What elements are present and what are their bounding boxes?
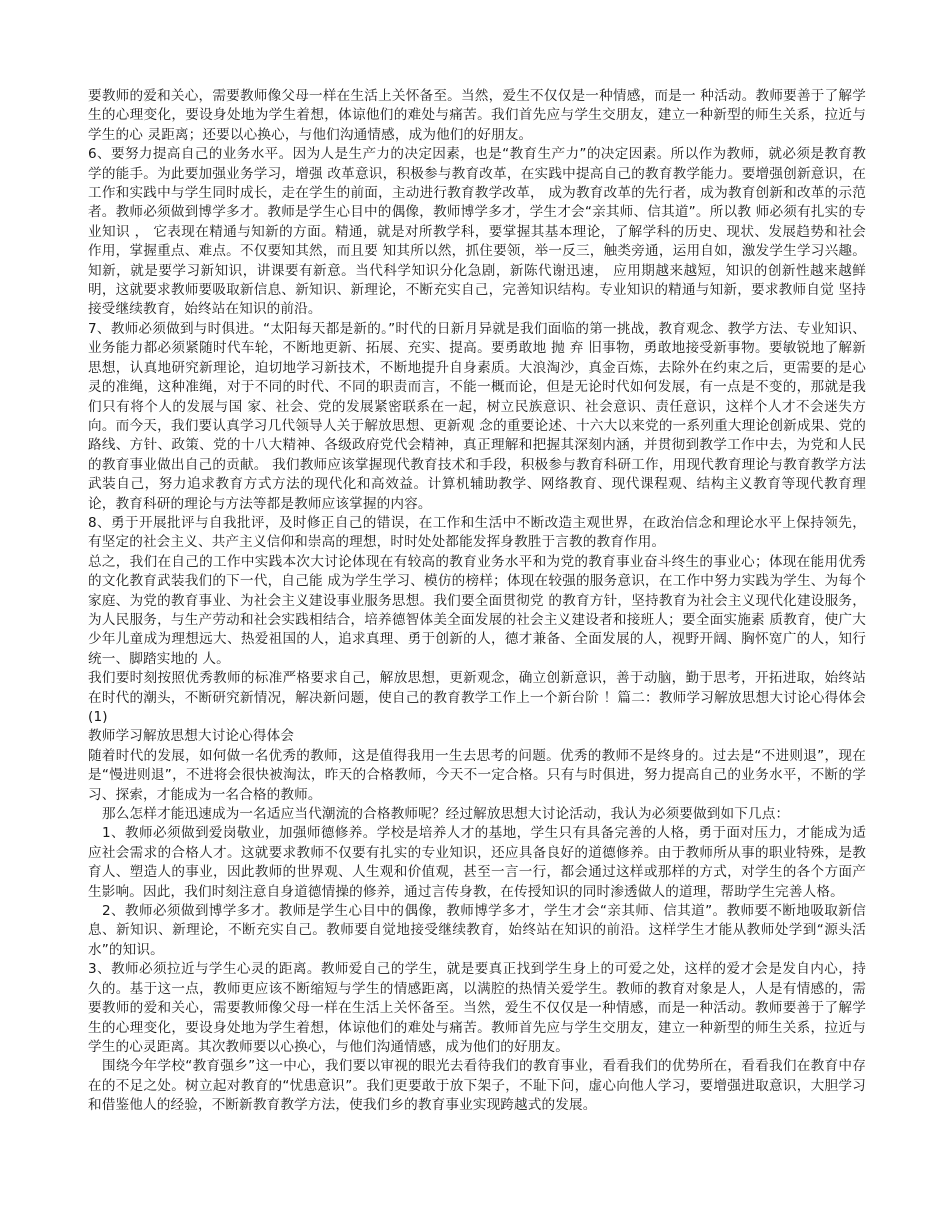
paragraph-item-3: 3、教师必须拉近与学生心灵的距离。教师爱自己的学生，就是要真正找到学生身上的可爱之处，这样的爱才会是发自内心，持久的。基于这一点，教师更应该不断缩短与学生的情感距离，以满腔的热情关爱学生。教师的教育对象是人，人是有情感的，需要教师的爱和关心，需要教师像父母一样在生活上关怀备至。当然，爱生不仅仅是一种情感，而是一种活动。教师要善于了解学生的心理变化，要设身处地为学生着想，体谅他们的难处与痛苦。教师首先应与学生交朋友，建立一种新型的师生关系，拉近与学生的心灵距离。其次教师要以心换心，与他们沟通情感，成为他们的好朋友。	[88, 961, 866, 1055]
document-body	[88, 87, 866, 1116]
paragraph-summary: 总之，我们在自己的工作中实践本次大讨论体现在有较高的教育业务水平和为党的教育事业奋斗终生的事业心；体现在能用优秀的文化教育武装我们的下一代，自己能 成为学生学习、模仿的榜样；体现在较强的服务意识，在工作中努力实践为学生、为每个家庭、为党的教育事业、为社会主义建设事业服务思想。我们要全面贯彻党 的教育方针，坚持教育为社会主义现代化建设服务，为人民服务，与生产劳动和社会实践相结合，培养德智体美全面发展的社会主义建设者和接班人；要全面实施素 质教育，使广大少年儿童成为理想远大、热爱祖国的人，追求真理、勇于创新的人，德才兼备、全面发展的人，视野开阔、胸怀宽广的人，知行统一、脚踏实地的 人。	[88, 553, 866, 667]
paragraph-point-8: 8、勇于开展批评与自我批评，及时修正自己的错误，在工作和生活中不断改造主观世界，在政治信念和理论水平上保持领先，有坚定的社会主义、共产主义信仰和崇高的理想，时时处处都能发挥身教胜于言教的教育作用。	[88, 514, 866, 551]
paragraph-conclusion: 我们要时刻按照优秀教师的标准严格要求自己，解放思想，更新观念，确立创新意识，善于动脑，勤于思考，开拓进取，始终站在时代的潮头，不断研究新情况，解决新问题，使自己的教育教学工作上一个新台阶 ！篇二：教师学习解放思想大讨论心得体会(1)	[88, 670, 866, 725]
paragraph-point-6: 6、要努力提高自己的业务水平。因为人是生产力的决定因素，也是“教育生产力”的决定因素。所以作为教师，就必须是教育教学的能手。为此要加强业务学习，增强 改革意识，积极参与教育改革，在实践中提高自己的教育教学能力。要增强创新意识，在工作和实践中与学生同时成长，走在学生的前面，主动进行教育教学改革， 成为教育改革的先行者，成为教育创新和改革的示范者。教师必须做到博学多才。教师是学生心目中的偶像，教师博学多才，学生才会“亲其师、信其道”。所以教 师必须有扎实的专业知识 ， 它表现在精通与知新的方面。精通，就是对所教学科，要掌握其基本理论，了解学科的历史、现状、发展趋势和社会作用，掌握重点、难点。不仅要知其然，而且要 知其所以然，抓住要领，举一反三，触类旁通，运用自如，激发学生学习兴趣。知新，就是要学习新知识，讲课要有新意。当代科学知识分化急剧，新陈代谢迅速， 应用期越来越短，知识的创新性越来越鲜明，这就要求教师要吸取新信息、新知识、新理论，不断充实自己，完善知识结构。专业知识的精通与知新，要求教师自觉 坚持接受继续教育，始终站在知识的前沿。	[88, 146, 866, 318]
paragraph-item-1: 1、教师必须做到爱岗敬业，加强师德修养。学校是培养人才的基地，学生只有具备完善的人格，勇于面对压力，才能成为适应社会需求的合格人才。这就要求教师不仅要有扎实的专业知识，还应具备良好的道德修养。由于教师所从事的职业特殊，是教育人、塑造人的事业，因此教师的世界观、人生观和价值观，甚至一言一行，都会通过这样或那样的方式，对学生的各个方面产生影响。因此，我们时刻注意自身道德情操的修养，通过言传身教，在传授知识的同时渗透做人的道理，帮助学生完善人格。	[88, 825, 866, 900]
paragraph-love-students-cont: 要教师的爱和关心，需要教师像父母一样在生活上关怀备至。当然，爱生不仅仅是一种情感，而是一 种活动。教师要善于了解学生的心理变化，要设身处地为学生着想，体谅他们的难处与痛苦。我们首先应与学生交朋友，建立一种新型的师生关系，拉近与学生的心 灵距离；还要以心换心，与他们沟通情感，成为他们的好朋友。	[88, 88, 866, 143]
paragraph-closing: 围绕今年学校“教育强乡”这一中心，我们要以审视的眼光去看待我们的教育事业，看看我们的优势所在，看看我们在教育中存在的不足之处。树立起对教育的“忧患意识”。我们更要敢于放下架子，不耻下问，虚心向他人学习，要增强进取意识，大胆学习和借鉴他人的经验，不断新教育教学方法，使我们乡的教育事业实现跨越式的发展。	[88, 1058, 866, 1114]
paragraph-point-7: 7、教师必须做到与时俱进。“太阳每天都是新的。”时代的日新月异就是我们面临的第一挑战，教育观念、教学方法、专业知识、业务能力都必须紧随时代车轮，不断地更新、拓展、充实、提高。要勇敢地 抛 弃 旧事物，勇敢地接受新事物。要敏锐地了解新思想，认真地研究新理论，迫切地学习新技术，不断地提升自身素质。大浪淘沙，真金百炼，去除外在约束之后，更需要的是心灵的准绳，这种准绳，对于不同的时代、不同的职责而言，不能一概而论，但是无论时代如何发展，有一点是不变的，那就是我们只有将个人的发展与国 家、社会、党的发展紧密联系在一起，树立民族意识、社会意识、责任意识，这样个人才不会迷失方向。而今天，我们要认真学习几代领导人关于解放思想、更新观 念的重要论述、十六大以来党的一系列重大理论创新成果、党的路线、方针、政策、党的十八大精神、各级政府党代会精神，真正理解和把握其深刻内涵，并贯彻到教学工作中去，为党和人民的教育事业做出自己的贡献。 我们教师应该掌握现代教育技术和手段，积极参与教育科研工作，用现代教育理论与教育教学方法武装自己，努力追求教育方式方法的现代化和高效益。计算机辅助教学、网络教育、现代课程观、结构主义教育等现代教育理论，教育科研的理论与方法等都是教师应该掌握的内容。	[88, 320, 866, 512]
section-title: 教师学习解放思想大讨论心得体会	[88, 728, 295, 745]
paragraph-question: 那么怎样才能迅速成为一名适应当代潮流的合格教师呢？经过解放思想大讨论活动，我认为必须要做到如下几点：	[102, 806, 790, 823]
paragraph-item-2: 2、教师必须做到博学多才。教师是学生心目中的偶像，教师博学多才，学生才会“亲其师、信其道”。教师要不断地吸取新信息、新知识、新理论，不断充实自己。教师要自觉地接受继续教育，始终站在知识的前沿。这样学生才能从教师处学到“源头活水”的知识。	[88, 903, 866, 958]
paragraph-intro: 随着时代的发展，如何做一名优秀的教师，这是值得我用一生去思考的问题。优秀的教师不是终身的。过去是“不进则退”，现在是“慢进则退”，不进将会很快被淘汰，昨天的合格教师，今天不一定合格。只有与时俱进，努力提高自己的业务水平，不断的学习、探索，才能成为一名合格的教师。	[88, 747, 866, 803]
